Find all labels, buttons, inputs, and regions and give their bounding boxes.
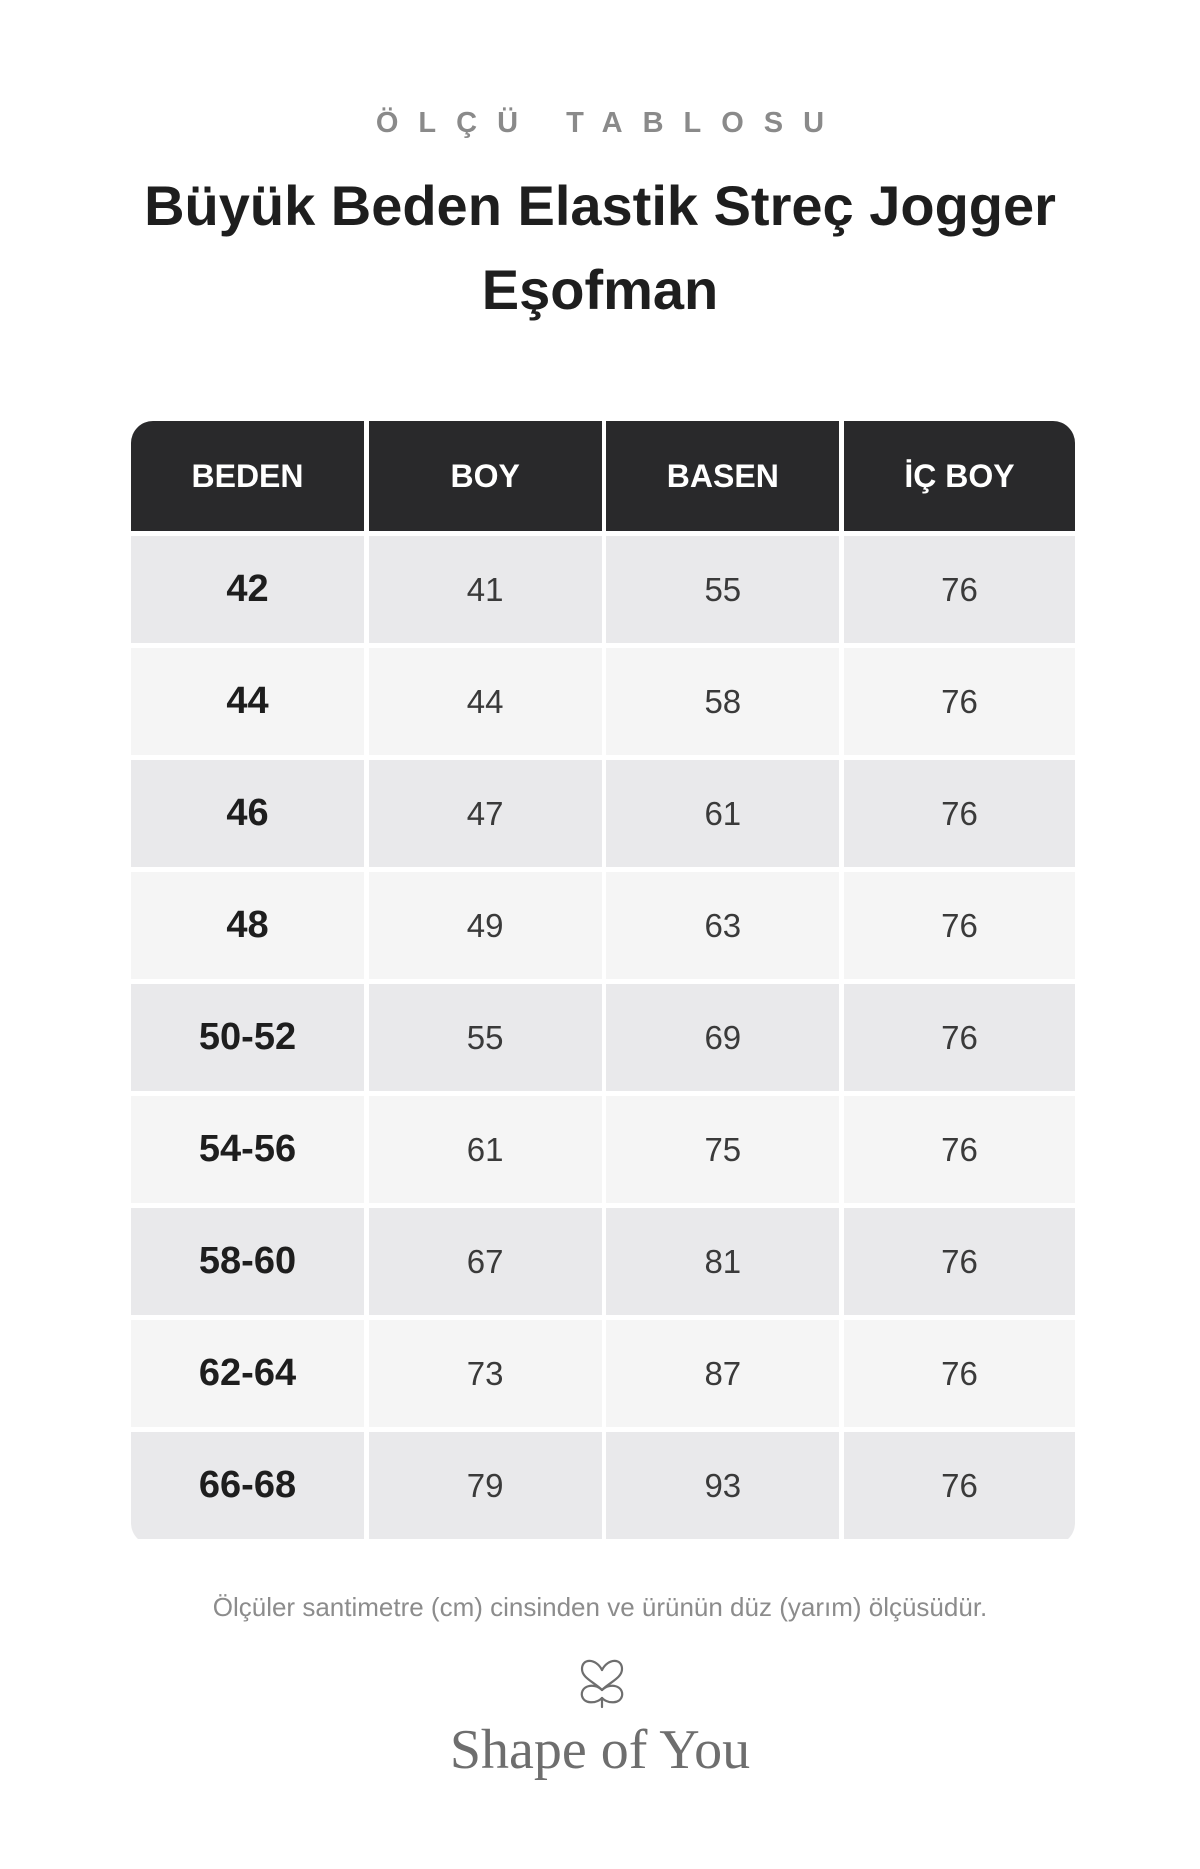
ic-boy-cell: 76 xyxy=(844,760,1075,867)
basen-cell: 87 xyxy=(606,1320,839,1427)
size-cell: 66-68 xyxy=(131,1432,364,1539)
boy-cell: 49 xyxy=(369,872,602,979)
brand-logo-text: Shape of You xyxy=(449,1719,751,1781)
table-row xyxy=(131,1432,1075,1539)
section-eyebrow: ÖLÇÜ TABLOSU xyxy=(375,107,845,139)
column-header-boy: BOY xyxy=(369,421,602,531)
table-row xyxy=(131,760,1075,867)
double-heart-logo-icon xyxy=(570,1652,634,1710)
boy-cell: 61 xyxy=(369,1096,602,1203)
table-row xyxy=(131,536,1075,643)
ic-boy-cell: 76 xyxy=(844,648,1075,755)
ic-boy-cell: 76 xyxy=(844,1432,1075,1539)
table-row xyxy=(131,648,1075,755)
ic-boy-cell: 76 xyxy=(844,1320,1075,1427)
size-cell: 42 xyxy=(131,536,364,643)
boy-cell: 55 xyxy=(369,984,602,1091)
basen-cell: 93 xyxy=(606,1432,839,1539)
column-header-beden: BEDEN xyxy=(131,421,364,531)
boy-cell: 73 xyxy=(369,1320,602,1427)
column-header-basen: BASEN xyxy=(606,421,839,531)
ic-boy-cell: 76 xyxy=(844,984,1075,1091)
basen-cell: 63 xyxy=(606,872,839,979)
size-cell: 62-64 xyxy=(131,1320,364,1427)
ic-boy-cell: 76 xyxy=(844,1208,1075,1315)
boy-cell: 44 xyxy=(369,648,602,755)
basen-cell: 58 xyxy=(606,648,839,755)
size-cell: 48 xyxy=(131,872,364,979)
boy-cell: 47 xyxy=(369,760,602,867)
table-header-row xyxy=(131,421,1075,531)
boy-cell: 67 xyxy=(369,1208,602,1315)
basen-cell: 55 xyxy=(606,536,839,643)
boy-cell: 41 xyxy=(369,536,602,643)
basen-cell: 81 xyxy=(606,1208,839,1315)
column-header-ic-boy: İÇ BOY xyxy=(844,421,1075,531)
table-row xyxy=(131,1096,1075,1203)
page-title: Büyük Beden Elastik Streç Jogger Eşofman xyxy=(144,174,1056,321)
measurement-note: Ölçüler santimetre (cm) cinsinden ve ürünün düz (yarım) ölçüsüdür. xyxy=(212,1592,988,1622)
table-row xyxy=(131,872,1075,979)
table-row xyxy=(131,984,1075,1091)
size-cell: 58-60 xyxy=(131,1208,364,1315)
ic-boy-cell: 76 xyxy=(844,872,1075,979)
size-chart-table xyxy=(131,421,1075,1545)
size-cell: 54-56 xyxy=(131,1096,364,1203)
size-cell: 44 xyxy=(131,648,364,755)
ic-boy-cell: 76 xyxy=(844,536,1075,643)
size-cell: 50-52 xyxy=(131,984,364,1091)
table-row xyxy=(131,1320,1075,1427)
ic-boy-cell: 76 xyxy=(844,1096,1075,1203)
table-row xyxy=(131,1208,1075,1315)
size-cell: 46 xyxy=(131,760,364,867)
basen-cell: 69 xyxy=(606,984,839,1091)
basen-cell: 61 xyxy=(606,760,839,867)
boy-cell: 79 xyxy=(369,1432,602,1539)
basen-cell: 75 xyxy=(606,1096,839,1203)
